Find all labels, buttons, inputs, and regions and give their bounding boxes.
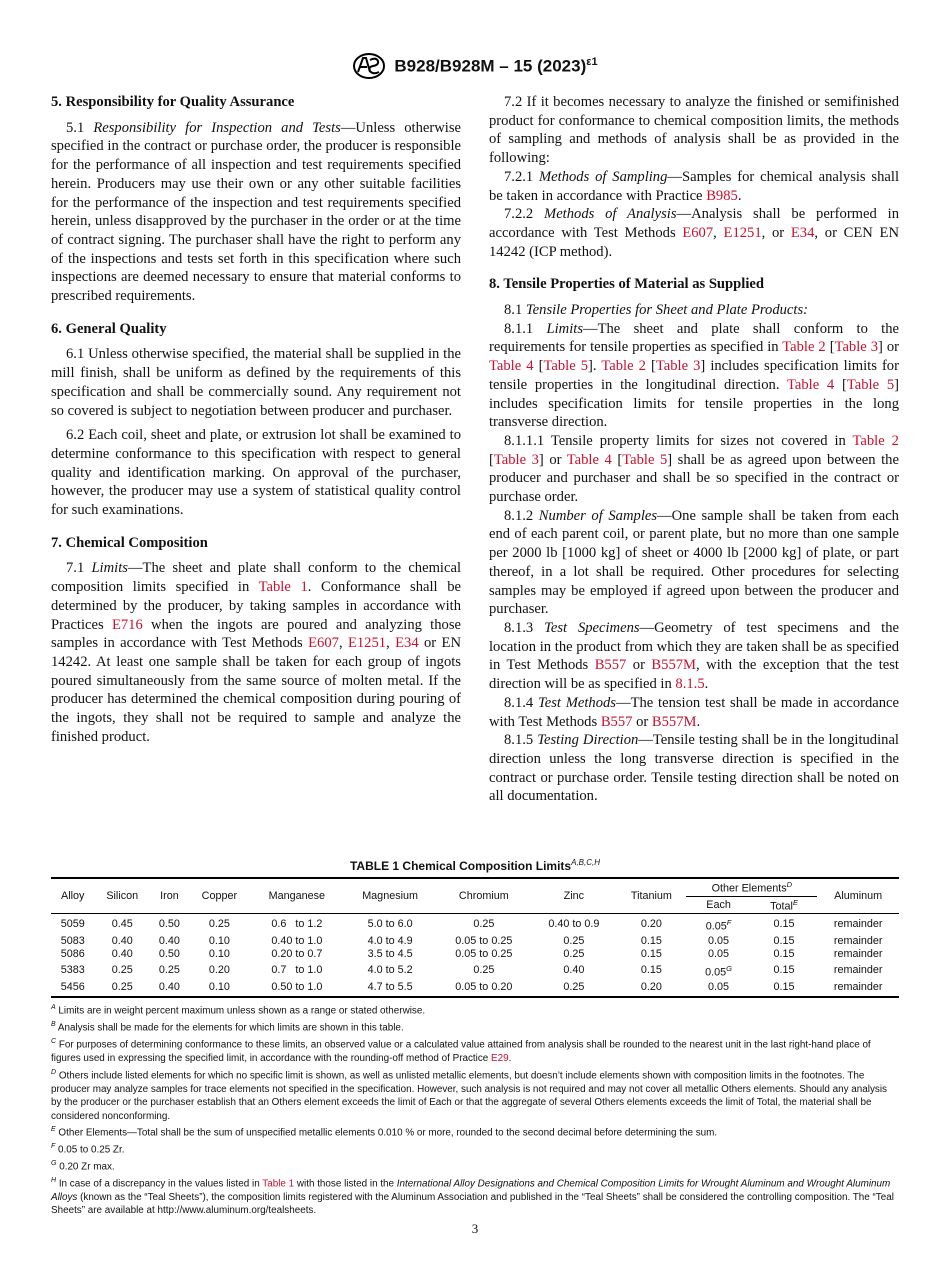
para-6-2: 6.2 Each coil, sheet and plate, or extrusion lot shall be examined to determine conformance to this specification with respect to general quality and identification marking. On approval of the purchaser, however, the producer may use a system of statistical quality control for such examinations.: [51, 427, 461, 519]
link-b557[interactable]: B557: [600, 713, 633, 730]
table-cell: 0.15: [640, 948, 662, 961]
table-cell: 5086: [60, 948, 85, 961]
col-each: Each: [686, 896, 750, 914]
table-cell: 0.15: [751, 914, 818, 935]
table-cell: 0.05 to 0.25: [455, 934, 513, 947]
link-e607[interactable]: E607: [682, 224, 714, 241]
para-8-1: 8.1 Tensile Properties for Sheet and Plate Products:: [504, 302, 809, 319]
para-8-1-1: 8.1.1 Limits—The sheet and plate shall conform to the requirements for tensile properties as specified in Table 2 [Table 3] or Table 4 [Table 5]. Table 2 [Table 3] includes specification limits for tensile properties in the longitudinal direction. Table 4 [Table 5] includes specification limits for tensile properties in the long transverse direction.: [489, 320, 900, 431]
col-silicon: Silicon: [94, 878, 150, 914]
table-cell: 0.45: [94, 914, 150, 935]
table-cell: 0.50: [158, 948, 180, 961]
link-table-3[interactable]: Table 3: [493, 451, 539, 468]
table-cell: 0.15: [773, 934, 795, 947]
table-cell: 0.25: [531, 981, 616, 998]
table-row: [51, 981, 899, 998]
section-8-title: 8. Tensile Properties of Material as Supplied: [489, 276, 764, 293]
table-cell: 3.5 to 4.5: [367, 948, 413, 961]
table-cell: 4.7 to 5.5: [344, 981, 437, 998]
table-cell: 0.50 to 1.0: [250, 981, 344, 998]
table-cell: 0.40: [111, 934, 133, 947]
footnote-f: $^F$ 0.05 to 0.25 Zr.: [51, 1143, 125, 1156]
link-b557[interactable]: B557: [594, 657, 627, 674]
link-table-2[interactable]: Table 2: [852, 432, 899, 449]
table-cell: 4.0 to 5.2: [367, 964, 413, 977]
footnote-d: $^D$ Others include listed elements for which no specific limit is shown, as well as unlisted metallic elements, but doesn’t include elements shown with composition limits in the footnotes. The producer may analyze samples for trace elements not specified in the specification. However, such analysis is not required and may not cover all metallic Others elements. Should any analysis by the producer or the purchaser establish that an Others element exceeds the limit of Each or that the aggregate of several Others elements exceeds the limit of Total, the material shall be considered nonconforming.: [51, 1068, 887, 1122]
table-cell: 0.15: [751, 981, 818, 998]
footnote-c: $^C$ For purposes of determining conformance to these limits, an observed value or a calculated value attained from analysis shall be rounded to the nearest unit in the last right-hand place of figures used in expressing the specified limit, in accordance with the rounding-off method of Practice E29.: [51, 1038, 871, 1065]
table-cell: 0.05$^F$: [686, 914, 750, 935]
link-e1251[interactable]: E1251: [347, 635, 387, 652]
para-6-1: 6.1 Unless otherwise specified, the material shall be supplied in the mill finish, shall be uniform as defined by the requirements of this specification and shall be commercially sound. Any requirement not so covered is subject to negotiation between producer and purchaser.: [51, 346, 461, 419]
link-e1251[interactable]: E1251: [723, 224, 762, 241]
col-alloy: Alloy: [51, 878, 94, 914]
link-b557m[interactable]: B557M: [651, 713, 697, 730]
page-header: [0, 52, 950, 80]
table-1-caption: TABLE 1 Chemical Composition Limits$^{A,B,C,H}$: [349, 858, 601, 873]
link-table-4[interactable]: Table 4: [786, 376, 835, 393]
link-e716[interactable]: E716: [111, 616, 143, 633]
table-cell: 0.40: [158, 934, 180, 947]
para-7-1: 7.1 Limits—The sheet and plate shall conform to the chemical composition limits specified in Table 1. Conformance shall be determined by the producer, by taking samples in accordance with Practices E716 when the ingots are poured and analyzing those samples in accordance with Test Methods E607, E1251, E34 or EN 14242. At least one sample shall be taken for each group of ingots poured simultaneously from the same source of molten metal. If the producer has determined the chemical composition during pouring of the ingots, they shall not be required to sample and analyze the finished product.: [51, 560, 462, 745]
table-cell: 0.15: [773, 948, 795, 961]
right-column: [489, 93, 899, 806]
table-1-footnotes: [51, 1001, 899, 1218]
section-5-title: 5. Responsibility for Quality Assurance: [51, 94, 295, 110]
table-cell: 5083: [60, 934, 85, 947]
table-cell: 4.0 to 4.9: [367, 934, 413, 947]
table-cell: 0.7 to 1.0: [271, 964, 323, 977]
left-column: [51, 93, 461, 747]
link-e29[interactable]: E29: [491, 1053, 509, 1065]
table-cell: 0.15: [773, 964, 795, 977]
table-cell: 0.05 to 0.20: [436, 981, 531, 998]
table-cell: remainder: [817, 914, 899, 935]
astm-logo-icon: [352, 52, 386, 80]
para-7-2: 7.2 If it becomes necessary to analyze the finished or semifinished product for conformance to chemical composition limits, the methods of sampling and methods of analysis shall be as provided in the following:: [489, 94, 899, 167]
section-7-title: 7. Chemical Composition: [51, 534, 208, 551]
table-cell: 0.25: [436, 914, 531, 935]
table-cell: 0.40 to 1.0: [271, 934, 323, 947]
table-cell: remainder: [817, 981, 899, 998]
col-chromium: Chromium: [436, 878, 531, 914]
table-cell: 0.10: [208, 934, 230, 947]
para-7-2-2: 7.2.2 Methods of Analysis—Analysis shall be performed in accordance with Test Methods E607, E1251, or E34, or CEN EN 14242 (ICP method).: [489, 206, 899, 260]
table-cell: 0.40: [150, 981, 189, 998]
table-cell: 0.40: [111, 948, 133, 961]
table-cell: 0.05: [708, 948, 730, 961]
col-zinc: Zinc: [531, 878, 616, 914]
table-cell: 0.20: [208, 964, 230, 977]
para-8-1-5: 8.1.5 Testing Direction—Tensile testing shall be in the longitudinal direction unless the long transverse direction is specified in the contract or purchase order. Tensile testing direction shall be noted on all documentation.: [489, 732, 899, 805]
table-cell: remainder: [833, 934, 883, 947]
table-cell: 0.40 to 0.9: [531, 914, 616, 935]
table-cell: 0.25: [111, 964, 133, 977]
table-cell: 5456: [51, 981, 94, 998]
link-b985[interactable]: B985: [706, 187, 738, 204]
link-table-5[interactable]: Table 5: [846, 376, 895, 393]
col-copper: Copper: [189, 878, 250, 914]
link-table-4[interactable]: Table 4: [566, 451, 612, 468]
table-1: [51, 858, 899, 1218]
table-cell: 0.05 to 0.25: [455, 948, 513, 961]
link-8-1-5[interactable]: 8.1.5: [675, 676, 705, 693]
para-8-1-3: 8.1.3 Test Specimens—Geometry of test specimens and the location in the product from which they are taken shall be as specified in Test Methods B557 or B557M, with the exception that the test direction will be as specified in 8.1.5.: [489, 619, 899, 693]
footnote-e: $^E$ Other Elements—Total shall be the sum of unspecified metallic elements 0.010 % or more, rounded to the second decimal before determining the sum.: [51, 1126, 718, 1139]
page-number: 3: [471, 1221, 479, 1236]
document-designation: B928/B928M – 15 $(2023)^{\varepsilon 1}$: [394, 55, 598, 76]
epsilon-superscript: ε1: [586, 55, 598, 68]
table-cell: 0.05$^G$: [705, 964, 732, 979]
table-cell: 0.25: [94, 981, 150, 998]
table-cell: remainder: [833, 964, 883, 977]
link-e34[interactable]: E34: [790, 224, 815, 241]
para-8-1-1-1: 8.1.1.1 Tensile property limits for sizes not covered in Table 2 [Table 3] or Table 4 [Table 5] shall be as agreed upon between the producer and purchaser and shall be so specified in the contract or purchase order.: [489, 432, 899, 506]
table-cell: 0.15: [640, 964, 662, 977]
link-table-1[interactable]: Table 1: [258, 579, 308, 596]
table-cell: 5.0 to 6.0: [344, 914, 437, 935]
link-table-3[interactable]: Table 3: [834, 339, 879, 356]
link-table-2[interactable]: Table 2: [601, 358, 646, 375]
table-cell: 0.05: [686, 981, 750, 998]
table-cell: 0.15: [640, 934, 662, 947]
table-cell: remainder: [833, 948, 883, 961]
link-b557m[interactable]: B557M: [651, 657, 697, 674]
link-e607[interactable]: E607: [308, 635, 339, 652]
table-cell: 5059: [51, 914, 94, 935]
link-table-5[interactable]: Table 5: [622, 451, 668, 468]
table-row: [51, 935, 899, 949]
footnote-a: $^A$ Limits are in weight percent maximum unless shown as a range or stated otherwise.: [51, 1004, 426, 1017]
col-total: Total$^E$: [751, 896, 818, 914]
col-iron: Iron: [150, 878, 189, 914]
para-8-1-2: 8.1.2 Number of Samples—One sample shall be taken from each end of each parent coil, or parent plate, but no more than one sample per 2000 lb [1000 kg] of sheet or 4000 lb [2000 kg] of plate, or part thereof, in a lot shall be required. Other procedures for selecting samples may be employed if agreed upon between the producer and purchaser.: [489, 507, 899, 618]
table-cell: 0.20: [617, 981, 687, 998]
footnote-h: $^H$ In case of a discrepancy in the values listed in Table 1 with those listed in the International Alloy Designations and Chemical Composition Limits for Wrought Aluminum and Wrought Aluminum Alloys (known as the “Teal Sheets”), the composition limits registered with the Aluminum Association and published in the “Teal Sheets” shall be considered the controlling composition. The “Teal Sheets” are available at http://www.aluminum.org/tealsheets.: [51, 1176, 894, 1217]
composition-table: [51, 877, 899, 998]
para-5-1: 5.1 Responsibility for Inspection and Tests—Unless otherwise specified in the contract or purchase order, the producer is responsible for the performance of all inspection and test requirements specified herein. Producers may use their own or any other suitable facilities for the performance of the inspection and test requirements specified herein, unless disapproved by the purchaser in the order or at the time of contract signing. The purchaser shall have the right to perform any of the inspections and tests set forth in this specification where such inspections are deemed necessary to ensure that material conforms to prescribed requirements.: [51, 119, 461, 305]
table-cell: 0.20: [617, 914, 687, 935]
para-8-1-4: 8.1.4 Test Methods—The tension test shall be made in accordance with Test Methods B557 or B557M.: [489, 694, 900, 730]
table-cell: 0.10: [208, 948, 230, 961]
link-table-2[interactable]: Table 2: [782, 339, 826, 356]
para-7-2-1: 7.2.1 Methods of Sampling—Samples for chemical analysis shall be taken in accordance with Practice B985.: [489, 168, 899, 204]
table-row: [51, 962, 899, 980]
table-cell: 0.25: [473, 964, 495, 977]
table-cell: 0.25: [563, 934, 585, 947]
footnote-b: $^B$ Analysis shall be made for the elements for which limits are shown in this table.: [51, 1021, 404, 1034]
link-table-3[interactable]: Table 3: [655, 358, 701, 375]
table-cell: 0.40: [563, 964, 585, 977]
section-6-title: 6. General Quality: [51, 320, 167, 337]
table-row: [51, 914, 899, 935]
footnote-g: $^G$ 0.20 Zr max.: [51, 1160, 115, 1173]
table-cell: 0.25: [158, 964, 180, 977]
table-cell: 0.10: [189, 981, 250, 998]
link-table-5[interactable]: Table 5: [543, 358, 589, 375]
col-aluminum: Aluminum: [817, 878, 899, 914]
link-e34[interactable]: E34: [395, 635, 419, 652]
table-cell: 5383: [60, 964, 85, 977]
table-cell: 0.05: [708, 934, 730, 947]
col-magnesium: Magnesium: [344, 878, 437, 914]
col-titanium: Titanium: [617, 878, 687, 914]
table-cell: 0.6 to 1.2: [250, 914, 344, 935]
table-cell: 0.25: [563, 948, 585, 961]
col-manganese: Manganese: [250, 878, 344, 914]
table-cell: 0.25: [189, 914, 250, 935]
table-cell: 0.20 to 0.7: [271, 948, 323, 961]
table-row: [51, 948, 899, 962]
link-table-4[interactable]: Table 4: [489, 358, 534, 375]
link-table-1[interactable]: Table 1: [262, 1178, 295, 1190]
table-cell: 0.50: [150, 914, 189, 935]
col-other-elements: Other Elements$^D$: [686, 878, 817, 896]
